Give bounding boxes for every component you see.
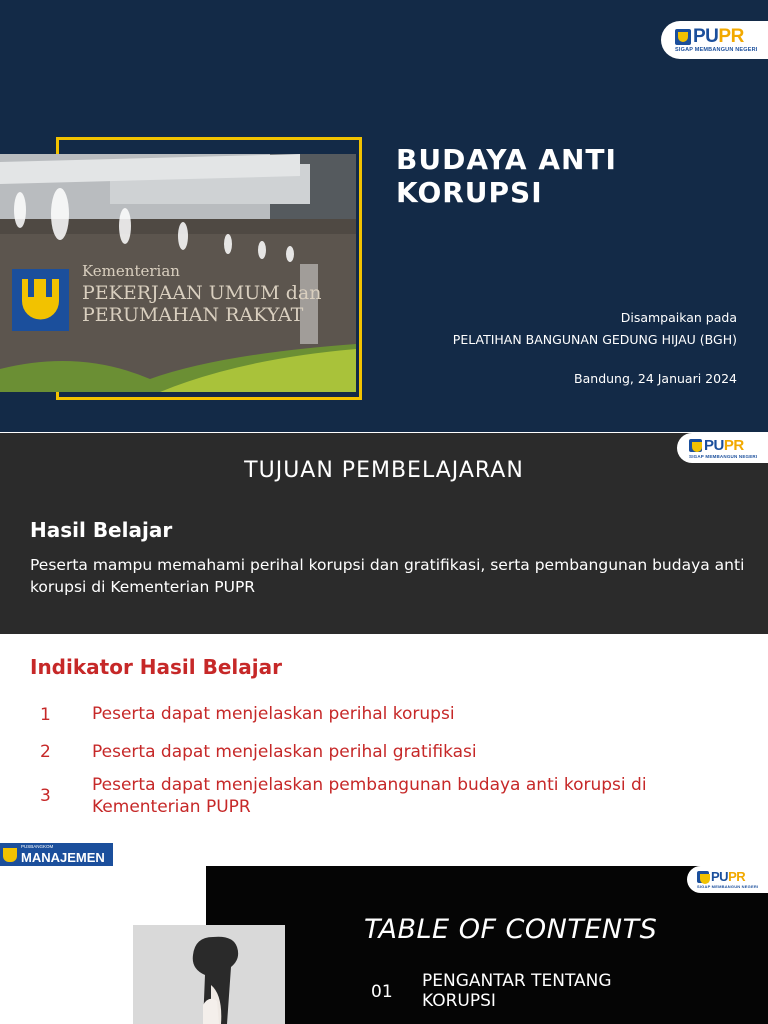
indicator-text: Peserta dapat menjelaskan pembangunan budaya anti korupsi di Kementerian PUPR xyxy=(92,775,647,817)
toc-item-title: PENGANTAR TENTANG KORUPSI xyxy=(422,971,612,1011)
learning-objectives-header xyxy=(0,433,768,634)
toc-title: TABLE OF CONTENTS xyxy=(364,914,658,945)
indicator-number: 1 xyxy=(40,705,51,725)
pupr-logo: PUPR SIGAP MEMBANGUN NEGERI xyxy=(677,433,768,463)
place-date: Bandung, 24 Januari 2024 xyxy=(574,371,737,386)
pu-emblem-icon xyxy=(3,848,17,862)
toc-item-number: 01 xyxy=(371,982,393,1002)
title-slide xyxy=(0,0,768,432)
ministry-building-photo xyxy=(0,154,356,392)
event-name: PELATIHAN BANGUNAN GEDUNG HIJAU (BGH) xyxy=(452,332,737,347)
pupr-emblem-icon xyxy=(675,29,691,45)
presented-at-label: Disampaikan pada xyxy=(620,310,737,325)
learning-outcome-heading: Hasil Belajar xyxy=(30,518,173,542)
indicator-number: 2 xyxy=(40,742,51,762)
presentation-title: BUDAYA ANTI KORUPSI xyxy=(396,143,617,209)
pupr-emblem-icon xyxy=(697,871,709,883)
indicator-text: Peserta dapat menjelaskan perihal gratifikasi xyxy=(92,742,477,762)
section-title: TUJUAN PEMBELAJARAN xyxy=(244,458,524,483)
indicator-text: Peserta dapat menjelaskan perihal korupsi xyxy=(92,704,455,724)
pupr-emblem-icon xyxy=(689,439,702,452)
indicator-heading: Indikator Hasil Belajar xyxy=(30,655,282,679)
learning-outcome-description: Peserta mampu memahami perihal korupsi dan gratifikasi, serta pembangunan budaya anti korupsi di Kementerian PUPR xyxy=(30,556,745,596)
pupr-logo: PUPR SIGAP MEMBANGUN NEGERI xyxy=(661,21,768,59)
indicator-number: 3 xyxy=(40,786,51,806)
photo-sign-text: Kementerian PEKERJAAN UMUM dan PERUMAHAN RAKYAT xyxy=(82,262,322,326)
raised-fist-photo xyxy=(133,925,285,1024)
manajemen-badge: PUSBANGKOM MANAJEMEN xyxy=(0,843,113,866)
pupr-logo: PUPR SIGAP MEMBANGUN NEGERI xyxy=(687,866,768,893)
